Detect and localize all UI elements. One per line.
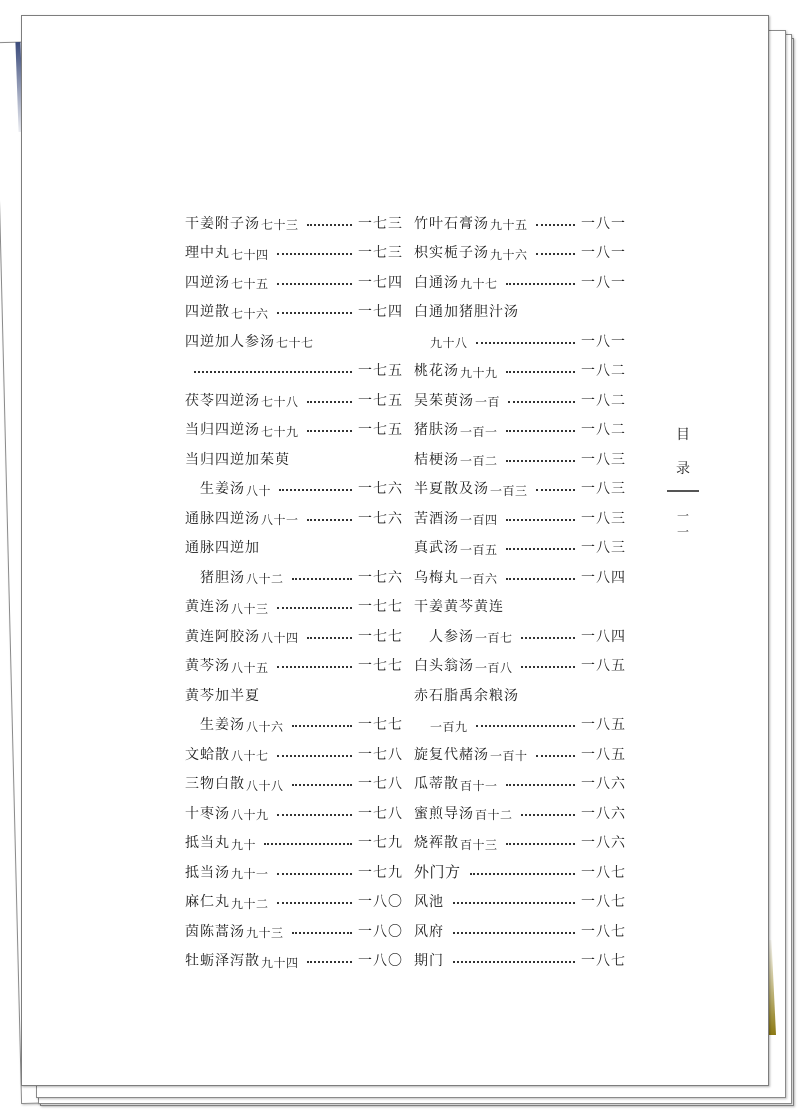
entry-title: 当归四逆加茱萸: [185, 451, 290, 468]
toc-entry[interactable]: [185, 710, 403, 740]
dot-leader: [307, 519, 352, 521]
entry-number: 九十五: [490, 218, 528, 233]
dot-leader: [476, 725, 575, 727]
entry-title: 桃花汤: [414, 363, 459, 380]
entry-title: 苦酒汤: [414, 510, 459, 527]
page-reference: 一八二: [581, 422, 626, 439]
toc-entry[interactable]: [414, 533, 626, 563]
page-reference: 一八五: [581, 717, 626, 734]
page-reference: 一七八: [358, 746, 403, 763]
entry-number: 一百十: [490, 749, 528, 764]
page-reference: 一七六: [358, 481, 403, 498]
dot-leader: [292, 725, 352, 727]
entry-number: 一百二: [460, 454, 498, 469]
dot-leader: [277, 607, 352, 609]
toc-column-right: [414, 208, 626, 975]
entry-title: 抵当丸: [185, 835, 230, 852]
entry-title: 四逆汤: [185, 274, 230, 291]
entry-number: 百十一: [460, 778, 498, 793]
toc-entry[interactable]: [185, 356, 403, 386]
entry-number: 百十二: [475, 808, 513, 823]
dot-leader: [506, 371, 575, 373]
toc-entry[interactable]: [185, 208, 403, 238]
toc-entry[interactable]: [185, 828, 403, 858]
dot-leader: [277, 283, 352, 285]
dot-leader: [277, 902, 352, 904]
toc-entry[interactable]: [185, 739, 403, 769]
entry-title: 外门方: [414, 863, 461, 882]
dot-leader: [536, 253, 575, 255]
entry-title: 当归四逆汤: [185, 422, 260, 439]
entry-title: 赤石脂禹余粮汤: [414, 687, 519, 704]
dot-leader: [264, 843, 352, 845]
page-reference: 一七八: [358, 776, 403, 793]
entry-title: 牡蛎泽泻散: [185, 953, 260, 970]
header-rule: [667, 490, 699, 492]
entry-number: 一百四: [460, 513, 498, 528]
entry-number: 百十三: [460, 837, 498, 852]
entry-number: 九十二: [231, 896, 269, 911]
entry-number: 七十五: [231, 277, 269, 292]
page-reference: 一七六: [358, 510, 403, 527]
dot-leader: [277, 814, 352, 816]
toc-entry[interactable]: [414, 739, 626, 769]
toc-entry[interactable]: [414, 444, 626, 474]
page-reference: 一七五: [358, 392, 403, 409]
entry-title: 干姜黄芩黄连: [414, 599, 504, 616]
toc-entry[interactable]: [414, 208, 626, 238]
page-reference: 一八四: [581, 569, 626, 586]
toc-entry[interactable]: [185, 385, 403, 415]
entry-title: 人参汤: [429, 628, 474, 645]
page-reference: 一八〇: [358, 894, 403, 911]
entry-number: 八十一: [261, 513, 299, 528]
entry-title: 干姜附子汤: [185, 215, 260, 232]
toc-entry[interactable]: [185, 238, 403, 268]
page-reference: 一八七: [581, 894, 626, 911]
toc-page: [21, 15, 769, 1086]
page-reference: 一八二: [581, 363, 626, 380]
page-reference: 一七六: [358, 569, 403, 586]
entry-title: 风府: [414, 923, 444, 940]
dot-leader: [521, 814, 575, 816]
page-reference: 一八七: [581, 864, 626, 881]
dot-leader: [506, 430, 575, 432]
dot-leader: [506, 519, 575, 521]
toc-column-left: [185, 208, 403, 975]
dot-leader: [506, 578, 575, 580]
entry-number: 一百八: [475, 660, 513, 675]
entry-title: 生姜汤: [200, 481, 245, 498]
toc-entry[interactable]: [414, 946, 626, 976]
dot-leader: [521, 666, 575, 668]
dot-leader: [521, 637, 575, 639]
entry-title: 竹叶石膏汤: [414, 215, 489, 232]
page-reference: 一八五: [581, 746, 626, 763]
page-reference: 一八一: [581, 333, 626, 350]
dot-leader: [307, 961, 352, 963]
toc-entry[interactable]: [414, 710, 626, 740]
dot-leader: [506, 283, 575, 285]
toc-entry[interactable]: [414, 356, 626, 386]
page-reference: 一七九: [358, 864, 403, 881]
dot-leader: [277, 666, 352, 668]
entry-title: 桔梗汤: [414, 451, 459, 468]
page-reference: 一八一: [581, 245, 626, 262]
entry-title: 猪肤汤: [414, 422, 459, 439]
toc-entry[interactable]: [414, 798, 626, 828]
toc-entry[interactable]: [414, 503, 626, 533]
entry-title: 枳实栀子汤: [414, 245, 489, 262]
page-reference: 一八二: [581, 392, 626, 409]
entry-number: 七十八: [261, 395, 299, 410]
dot-leader: [277, 312, 352, 314]
page-reference: 一八六: [581, 805, 626, 822]
toc-entry[interactable]: [185, 326, 403, 356]
toc-entry[interactable]: [185, 680, 403, 710]
dot-leader: [506, 843, 575, 845]
entry-number: 八十二: [246, 572, 284, 587]
dot-leader: [277, 253, 352, 255]
page-reference: 一八七: [581, 953, 626, 970]
entry-title: 乌梅丸: [414, 569, 459, 586]
dot-leader: [453, 932, 575, 934]
toc-entry[interactable]: [414, 415, 626, 445]
entry-number: 七十七: [276, 336, 314, 351]
toc-entry[interactable]: [185, 533, 403, 563]
dot-leader: [307, 430, 352, 432]
page-reference: 一七三: [358, 215, 403, 232]
page-reference: 一七七: [358, 658, 403, 675]
entry-title: 理中丸: [185, 245, 230, 262]
toc-entry[interactable]: [185, 503, 403, 533]
dot-leader: [307, 224, 352, 226]
page-reference: 一七九: [358, 835, 403, 852]
dot-leader: [476, 342, 575, 344]
page-reference: 一八四: [581, 628, 626, 645]
entry-number: 八十三: [231, 601, 269, 616]
entry-number: 一百九: [430, 719, 468, 734]
header-char: 录: [676, 461, 690, 477]
dot-leader: [277, 873, 352, 875]
entry-number: 八十六: [246, 719, 284, 734]
entry-number: 一百一: [460, 424, 498, 439]
page-reference: 一八〇: [358, 923, 403, 940]
page-reference: 一八一: [581, 215, 626, 232]
entry-title: 半夏散及汤: [414, 481, 489, 498]
dot-leader: [292, 784, 352, 786]
entry-number: 九十八: [430, 336, 468, 351]
entry-title: 抵当汤: [185, 864, 230, 881]
dot-leader: [453, 961, 575, 963]
toc-entry[interactable]: [185, 474, 403, 504]
entry-number: 八十九: [231, 808, 269, 823]
entry-title: 蜜煎导汤: [414, 805, 474, 822]
page-reference: 一七五: [358, 363, 403, 380]
page-reference: 一七三: [358, 245, 403, 262]
entry-number: 七十九: [261, 424, 299, 439]
toc-entry[interactable]: [185, 946, 403, 976]
entry-number: 九十九: [460, 365, 498, 380]
entry-title: 黄芩汤: [185, 658, 230, 675]
dot-leader: [292, 932, 352, 934]
page-reference: 一七五: [358, 422, 403, 439]
entry-number: 九十四: [261, 955, 299, 970]
page-number-digit: 一: [676, 509, 689, 523]
toc-entry[interactable]: [414, 857, 626, 887]
dot-leader: [470, 873, 575, 875]
dot-leader: [506, 460, 575, 462]
dot-leader: [307, 637, 352, 639]
entry-number: 九十七: [460, 277, 498, 292]
toc-entry[interactable]: [185, 415, 403, 445]
page-reference: 一八六: [581, 835, 626, 852]
entry-title: 期门: [414, 953, 444, 970]
page-reference: 一七七: [358, 717, 403, 734]
entry-title: 三物白散: [185, 776, 245, 793]
entry-number: 八十五: [231, 660, 269, 675]
entry-title: 生姜汤: [200, 717, 245, 734]
page-reference: 一七七: [358, 599, 403, 616]
entry-number: 九十六: [490, 247, 528, 262]
page-reference: 一八三: [581, 481, 626, 498]
toc-entry[interactable]: [185, 798, 403, 828]
toc-entry[interactable]: [185, 562, 403, 592]
toc-entry[interactable]: [414, 651, 626, 681]
entry-number: 七十六: [231, 306, 269, 321]
entry-number: 九十: [231, 837, 257, 852]
running-header: [665, 424, 701, 540]
toc-entry[interactable]: [414, 326, 626, 356]
dot-leader: [277, 755, 352, 757]
page-reference: 一七四: [358, 274, 403, 291]
entry-number: 一百: [475, 395, 501, 410]
entry-title: 白通加猪胆汁汤: [414, 304, 519, 321]
dot-leader: [194, 371, 352, 373]
toc-entry[interactable]: [414, 592, 626, 622]
entry-number: 一百五: [460, 542, 498, 557]
page-reference: 一八〇: [358, 953, 403, 970]
entry-title: 吴茱萸汤: [414, 392, 474, 409]
entry-number: 九十一: [231, 867, 269, 882]
entry-title: 旋复代赭汤: [414, 746, 489, 763]
toc-entry[interactable]: [414, 562, 626, 592]
toc-entry[interactable]: [414, 680, 626, 710]
entry-title: 四逆散: [185, 304, 230, 321]
entry-title: 黄芩加半夏: [185, 687, 260, 704]
entry-title: 黄连阿胶汤: [185, 628, 260, 645]
entry-number: 一百七: [475, 631, 513, 646]
toc-entry[interactable]: [414, 238, 626, 268]
entry-title: 真武汤: [414, 540, 459, 557]
entry-title: 茵陈蒿汤: [185, 923, 245, 940]
entry-number: 七十四: [231, 247, 269, 262]
page-reference: 一七四: [358, 304, 403, 321]
toc-entry[interactable]: [414, 297, 626, 327]
dot-leader: [279, 489, 352, 491]
toc-entry[interactable]: [185, 769, 403, 799]
dot-leader: [506, 548, 575, 550]
dot-leader: [307, 401, 352, 403]
toc-entry[interactable]: [414, 267, 626, 297]
toc-entry[interactable]: [185, 857, 403, 887]
page-reference: 一八七: [581, 923, 626, 940]
page-reference: 一八三: [581, 540, 626, 557]
entry-title: 瓜蒂散: [414, 776, 459, 793]
entry-title: 白头翁汤: [414, 658, 474, 675]
entry-title: 通脉四逆汤: [185, 510, 260, 527]
entry-title: 十枣汤: [185, 805, 230, 822]
toc-entry[interactable]: [414, 474, 626, 504]
entry-title: 茯苓四逆汤: [185, 392, 260, 409]
entry-number: 八十八: [246, 778, 284, 793]
entry-title: 黄连汤: [185, 599, 230, 616]
page-reference: 一八三: [581, 451, 626, 468]
dot-leader: [536, 755, 575, 757]
dot-leader: [536, 224, 575, 226]
toc-entry[interactable]: [414, 828, 626, 858]
toc-entry[interactable]: [414, 769, 626, 799]
entry-number: 七十三: [261, 218, 299, 233]
dot-leader: [508, 401, 575, 403]
entry-title: 四逆加人参汤: [185, 333, 275, 350]
page-reference: 一八六: [581, 776, 626, 793]
dot-leader: [536, 489, 575, 491]
toc-entry[interactable]: [414, 621, 626, 651]
entry-title: 通脉四逆加: [185, 540, 260, 557]
page-reference: 一八三: [581, 510, 626, 527]
toc-entry[interactable]: [185, 267, 403, 297]
page-reference: 一七八: [358, 805, 403, 822]
toc-entry[interactable]: [185, 297, 403, 327]
entry-title: 烧裈散: [414, 835, 459, 852]
entry-number: 一百六: [460, 572, 498, 587]
dot-leader: [292, 578, 352, 580]
toc-entry[interactable]: [185, 592, 403, 622]
entry-title: 白通汤: [414, 274, 459, 291]
page-number-digit: 一: [676, 525, 689, 539]
page-reference: 一八一: [581, 274, 626, 291]
entry-title: 文蛤散: [185, 746, 230, 763]
header-char: 目: [676, 427, 690, 443]
entry-title: 猪胆汤: [200, 569, 245, 586]
entry-number: 九十三: [246, 926, 284, 941]
toc-entry[interactable]: [185, 651, 403, 681]
toc-entry[interactable]: [414, 385, 626, 415]
page-reference: 一七七: [358, 628, 403, 645]
entry-title: 麻仁丸: [185, 894, 230, 911]
entry-number: 八十: [246, 483, 272, 498]
toc-entry[interactable]: [414, 887, 626, 917]
entry-number: 八十七: [231, 749, 269, 764]
entry-title: 风池: [414, 894, 444, 911]
entry-number: 八十四: [261, 631, 299, 646]
toc-entry[interactable]: [185, 621, 403, 651]
toc-entry[interactable]: [414, 916, 626, 946]
toc-entry[interactable]: [185, 916, 403, 946]
page-reference: 一八五: [581, 658, 626, 675]
entry-number: 一百三: [490, 483, 528, 498]
toc-entry[interactable]: [185, 444, 403, 474]
dot-leader: [453, 902, 575, 904]
toc-entry[interactable]: [185, 887, 403, 917]
dot-leader: [506, 784, 575, 786]
